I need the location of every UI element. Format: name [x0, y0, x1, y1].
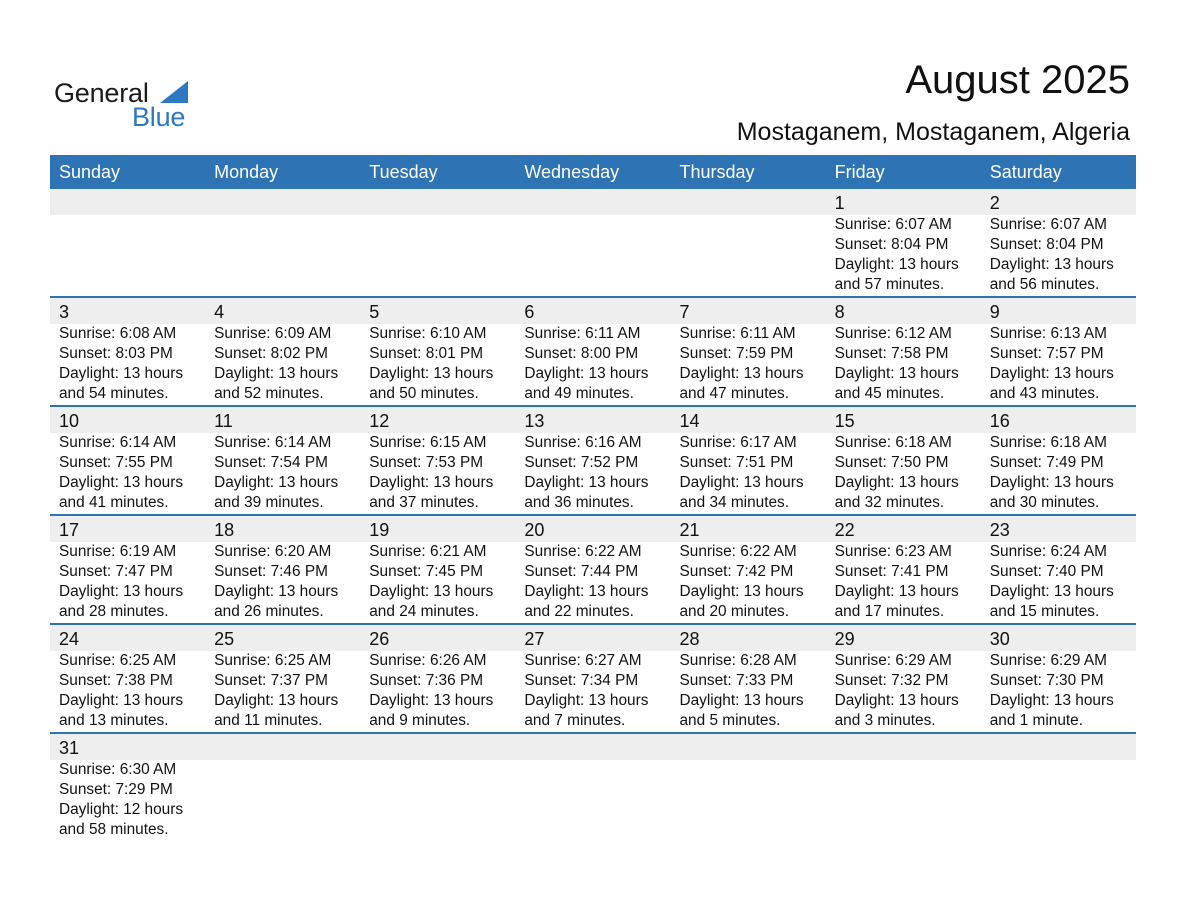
sunset-text: Sunset: 8:01 PM	[369, 345, 484, 362]
day-number: 17	[59, 520, 80, 540]
daylight-text: Daylight: 13 hours	[214, 474, 339, 491]
daylight-minutes-text: and 47 minutes.	[679, 385, 790, 402]
daylight-text: Daylight: 13 hours	[679, 583, 804, 600]
daylight-minutes-text: and 32 minutes.	[834, 494, 945, 511]
daylight-text: Daylight: 12 hours	[59, 801, 184, 818]
empty-day-cell	[205, 734, 360, 840]
sunset-text: Sunset: 7:46 PM	[214, 563, 328, 580]
sunrise-text: Sunrise: 6:28 AM	[679, 652, 797, 669]
daylight-text: Daylight: 13 hours	[369, 474, 494, 491]
day-number: 11	[214, 411, 233, 431]
daylight-minutes-text: and 20 minutes.	[679, 603, 790, 620]
sunset-text: Sunset: 8:00 PM	[524, 345, 639, 362]
day-number: 7	[679, 302, 690, 322]
page-title: August 2025	[905, 58, 1130, 102]
day-number: 23	[989, 520, 1010, 540]
sunrise-text: Sunrise: 6:07 AM	[989, 216, 1107, 233]
day-number: 14	[679, 411, 700, 431]
day-cell	[50, 625, 205, 731]
daylight-minutes-text: and 41 minutes.	[59, 494, 169, 511]
day-number: 10	[59, 411, 80, 431]
daylight-minutes-text: and 7 minutes.	[524, 712, 626, 729]
daylight-minutes-text: and 22 minutes.	[524, 603, 634, 620]
daylight-text: Daylight: 13 hours	[834, 256, 959, 273]
daylight-text: Daylight: 13 hours	[214, 583, 339, 600]
sunrise-text: Sunrise: 6:27 AM	[524, 652, 642, 669]
weekday-header-sunday: Sunday	[59, 162, 121, 182]
day-number: 25	[214, 629, 235, 649]
empty-day-cell	[360, 734, 515, 840]
daylight-text: Daylight: 13 hours	[59, 692, 184, 709]
empty-day-cell	[50, 189, 205, 295]
daylight-text: Daylight: 13 hours	[214, 365, 339, 382]
sunrise-text: Sunrise: 6:22 AM	[524, 543, 642, 560]
sunset-text: Sunset: 7:38 PM	[59, 672, 173, 689]
daylight-minutes-text: and 43 minutes.	[989, 385, 1100, 402]
logo-triangle-icon	[160, 81, 188, 103]
sunrise-text: Sunrise: 6:14 AM	[59, 434, 177, 451]
day-cell	[205, 298, 360, 404]
daylight-minutes-text: and 13 minutes.	[59, 712, 169, 729]
sunrise-text: Sunrise: 6:29 AM	[834, 652, 952, 669]
day-number: 3	[59, 302, 70, 322]
sunrise-text: Sunrise: 6:13 AM	[989, 325, 1107, 342]
daylight-text: Daylight: 13 hours	[369, 365, 494, 382]
day-cell	[50, 407, 205, 513]
empty-day-cell	[981, 734, 1136, 840]
sunset-text: Sunset: 7:50 PM	[834, 454, 949, 471]
day-cell	[826, 189, 981, 295]
daylight-text: Daylight: 13 hours	[524, 583, 649, 600]
day-cell	[981, 516, 1136, 622]
weekday-header-friday: Friday	[834, 162, 885, 182]
sunrise-text: Sunrise: 6:17 AM	[679, 434, 797, 451]
daylight-minutes-text: and 5 minutes.	[679, 712, 781, 729]
week-row	[50, 298, 1136, 407]
sunrise-text: Sunrise: 6:26 AM	[369, 652, 487, 669]
sunset-text: Sunset: 7:57 PM	[989, 345, 1104, 362]
week-row	[50, 407, 1136, 516]
daylight-minutes-text: and 58 minutes.	[59, 821, 169, 838]
weekday-header-monday: Monday	[214, 162, 279, 182]
empty-day-cell	[515, 734, 670, 840]
daylight-text: Daylight: 13 hours	[679, 474, 804, 491]
day-cell	[360, 407, 515, 513]
weekday-header-saturday: Saturday	[989, 162, 1062, 182]
weekday-header-row	[50, 155, 1136, 189]
sunset-text: Sunset: 7:37 PM	[214, 672, 328, 689]
sunset-text: Sunset: 7:44 PM	[524, 563, 639, 580]
sunset-text: Sunset: 8:04 PM	[834, 236, 949, 253]
sunrise-text: Sunrise: 6:11 AM	[524, 325, 641, 342]
sunrise-text: Sunrise: 6:15 AM	[369, 434, 487, 451]
day-cell	[360, 516, 515, 622]
daylight-text: Daylight: 13 hours	[524, 474, 649, 491]
day-cell	[826, 625, 981, 731]
sunrise-text: Sunrise: 6:10 AM	[369, 325, 487, 342]
sunset-text: Sunset: 7:45 PM	[369, 563, 484, 580]
day-number: 2	[989, 193, 1000, 213]
sunrise-text: Sunrise: 6:25 AM	[59, 652, 177, 669]
daylight-minutes-text: and 54 minutes.	[59, 385, 169, 402]
day-cell	[826, 516, 981, 622]
day-cell	[515, 516, 670, 622]
sunset-text: Sunset: 7:49 PM	[989, 454, 1104, 471]
sunrise-text: Sunrise: 6:21 AM	[369, 543, 487, 560]
sunset-text: Sunset: 7:42 PM	[679, 563, 794, 580]
day-number: 18	[214, 520, 235, 540]
daylight-minutes-text: and 56 minutes.	[989, 276, 1100, 293]
empty-day-cell	[671, 734, 826, 840]
daylight-minutes-text: and 36 minutes.	[524, 494, 634, 511]
sunrise-text: Sunrise: 6:24 AM	[989, 543, 1107, 560]
sunset-text: Sunset: 7:29 PM	[59, 781, 173, 798]
daylight-text: Daylight: 13 hours	[834, 474, 959, 491]
sunrise-text: Sunrise: 6:09 AM	[214, 325, 332, 342]
sunrise-text: Sunrise: 6:07 AM	[834, 216, 952, 233]
logo-blue-text: Blue	[132, 102, 186, 132]
daylight-text: Daylight: 13 hours	[59, 583, 184, 600]
empty-day-cell	[205, 189, 360, 295]
sunset-text: Sunset: 7:55 PM	[59, 454, 173, 471]
day-number: 1	[834, 193, 845, 213]
daylight-text: Daylight: 13 hours	[989, 583, 1114, 600]
day-cell	[205, 407, 360, 513]
day-cell	[826, 298, 981, 404]
day-number: 30	[989, 629, 1010, 649]
sunrise-text: Sunrise: 6:29 AM	[989, 652, 1107, 669]
day-cell	[515, 407, 670, 513]
sunrise-text: Sunrise: 6:18 AM	[989, 434, 1107, 451]
sunrise-text: Sunrise: 6:18 AM	[834, 434, 952, 451]
weekday-header-thursday: Thursday	[679, 162, 755, 182]
day-cell	[981, 625, 1136, 731]
daylight-minutes-text: and 45 minutes.	[834, 385, 945, 402]
daylight-minutes-text: and 3 minutes.	[834, 712, 936, 729]
sunset-text: Sunset: 7:53 PM	[369, 454, 484, 471]
empty-day-cell	[360, 189, 515, 295]
daylight-text: Daylight: 13 hours	[369, 583, 494, 600]
daylight-minutes-text: and 15 minutes.	[989, 603, 1100, 620]
sunrise-text: Sunrise: 6:11 AM	[679, 325, 796, 342]
day-number: 22	[834, 520, 855, 540]
daylight-text: Daylight: 13 hours	[214, 692, 339, 709]
sunset-text: Sunset: 7:59 PM	[679, 345, 794, 362]
logo-general-text: General	[54, 78, 149, 108]
daylight-minutes-text: and 11 minutes.	[214, 712, 323, 729]
day-cell	[205, 516, 360, 622]
sunset-text: Sunset: 7:32 PM	[834, 672, 949, 689]
daylight-minutes-text: and 52 minutes.	[214, 385, 324, 402]
week-row	[50, 189, 1136, 298]
sunrise-text: Sunrise: 6:20 AM	[214, 543, 332, 560]
sunrise-text: Sunrise: 6:12 AM	[834, 325, 952, 342]
day-cell	[515, 625, 670, 731]
calendar-grid	[50, 155, 1136, 843]
daylight-text: Daylight: 13 hours	[524, 692, 649, 709]
daylight-minutes-text: and 39 minutes.	[214, 494, 324, 511]
sunset-text: Sunset: 7:33 PM	[679, 672, 794, 689]
day-number: 26	[369, 629, 390, 649]
daylight-minutes-text: and 9 minutes.	[369, 712, 471, 729]
day-number: 8	[834, 302, 845, 322]
sunrise-text: Sunrise: 6:16 AM	[524, 434, 642, 451]
day-number: 20	[524, 520, 545, 540]
daylight-text: Daylight: 13 hours	[989, 474, 1114, 491]
daylight-text: Daylight: 13 hours	[59, 365, 184, 382]
sunrise-text: Sunrise: 6:14 AM	[214, 434, 332, 451]
weekday-header-tuesday: Tuesday	[369, 162, 438, 182]
day-number: 21	[679, 520, 700, 540]
sunrise-text: Sunrise: 6:08 AM	[59, 325, 177, 342]
day-cell	[50, 734, 205, 840]
daylight-text: Daylight: 13 hours	[59, 474, 184, 491]
day-cell	[671, 407, 826, 513]
day-number: 9	[989, 302, 1000, 322]
day-number: 16	[989, 411, 1010, 431]
sunrise-text: Sunrise: 6:19 AM	[59, 543, 177, 560]
day-cell	[826, 407, 981, 513]
day-number: 15	[834, 411, 855, 431]
sunset-text: Sunset: 7:41 PM	[834, 563, 949, 580]
day-cell	[515, 298, 670, 404]
sunset-text: Sunset: 7:51 PM	[679, 454, 794, 471]
daylight-text: Daylight: 13 hours	[679, 692, 804, 709]
day-cell	[671, 298, 826, 404]
day-cell	[205, 625, 360, 731]
sunset-text: Sunset: 7:52 PM	[524, 454, 639, 471]
sunset-text: Sunset: 7:40 PM	[989, 563, 1104, 580]
week-row	[50, 625, 1136, 734]
weekday-header-wednesday: Wednesday	[524, 162, 620, 182]
sunrise-text: Sunrise: 6:22 AM	[679, 543, 797, 560]
daylight-minutes-text: and 28 minutes.	[59, 603, 169, 620]
daylight-minutes-text: and 50 minutes.	[369, 385, 479, 402]
sunset-text: Sunset: 7:58 PM	[834, 345, 949, 362]
sunset-text: Sunset: 7:36 PM	[369, 672, 484, 689]
location-subtitle: Mostaganem, Mostaganem, Algeria	[736, 118, 1130, 146]
day-cell	[50, 298, 205, 404]
daylight-minutes-text: and 49 minutes.	[524, 385, 634, 402]
day-number: 5	[369, 302, 380, 322]
day-cell	[360, 625, 515, 731]
day-number: 28	[679, 629, 700, 649]
daylight-minutes-text: and 57 minutes.	[834, 276, 945, 293]
sunrise-text: Sunrise: 6:23 AM	[834, 543, 952, 560]
week-row	[50, 516, 1136, 625]
daylight-text: Daylight: 13 hours	[679, 365, 804, 382]
day-cell	[981, 298, 1136, 404]
daylight-text: Daylight: 13 hours	[989, 365, 1114, 382]
day-cell	[50, 516, 205, 622]
day-number: 19	[369, 520, 390, 540]
day-number: 31	[59, 738, 80, 758]
empty-day-cell	[515, 189, 670, 295]
sunset-text: Sunset: 7:34 PM	[524, 672, 639, 689]
sunrise-text: Sunrise: 6:25 AM	[214, 652, 332, 669]
sunset-text: Sunset: 8:04 PM	[989, 236, 1104, 253]
sunrise-text: Sunrise: 6:30 AM	[59, 761, 177, 778]
day-number: 4	[214, 302, 225, 322]
daylight-text: Daylight: 13 hours	[834, 365, 959, 382]
day-cell	[671, 516, 826, 622]
daylight-minutes-text: and 1 minute.	[989, 712, 1084, 729]
daylight-text: Daylight: 13 hours	[989, 256, 1114, 273]
day-number: 12	[369, 411, 390, 431]
sunset-text: Sunset: 7:47 PM	[59, 563, 173, 580]
daylight-minutes-text: and 17 minutes.	[834, 603, 945, 620]
sunset-text: Sunset: 8:02 PM	[214, 345, 328, 362]
calendar-weeks	[50, 189, 1136, 843]
daylight-text: Daylight: 13 hours	[524, 365, 649, 382]
day-cell	[360, 298, 515, 404]
empty-day-cell	[826, 734, 981, 840]
sunset-text: Sunset: 8:03 PM	[59, 345, 173, 362]
sunset-text: Sunset: 7:54 PM	[214, 454, 328, 471]
daylight-minutes-text: and 37 minutes.	[369, 494, 479, 511]
week-row	[50, 734, 1136, 843]
daylight-text: Daylight: 13 hours	[834, 692, 959, 709]
logo	[54, 78, 194, 130]
day-cell	[671, 625, 826, 731]
day-cell	[981, 407, 1136, 513]
day-number: 24	[59, 629, 80, 649]
day-number: 6	[524, 302, 535, 322]
day-number: 29	[834, 629, 855, 649]
daylight-text: Daylight: 13 hours	[369, 692, 494, 709]
sunset-text: Sunset: 7:30 PM	[989, 672, 1104, 689]
daylight-text: Daylight: 13 hours	[834, 583, 959, 600]
daylight-minutes-text: and 34 minutes.	[679, 494, 790, 511]
empty-day-cell	[671, 189, 826, 295]
day-number: 27	[524, 629, 545, 649]
daylight-minutes-text: and 30 minutes.	[989, 494, 1100, 511]
daylight-minutes-text: and 26 minutes.	[214, 603, 324, 620]
daylight-text: Daylight: 13 hours	[989, 692, 1114, 709]
day-cell	[981, 189, 1136, 295]
daylight-minutes-text: and 24 minutes.	[369, 603, 479, 620]
day-number: 13	[524, 411, 545, 431]
